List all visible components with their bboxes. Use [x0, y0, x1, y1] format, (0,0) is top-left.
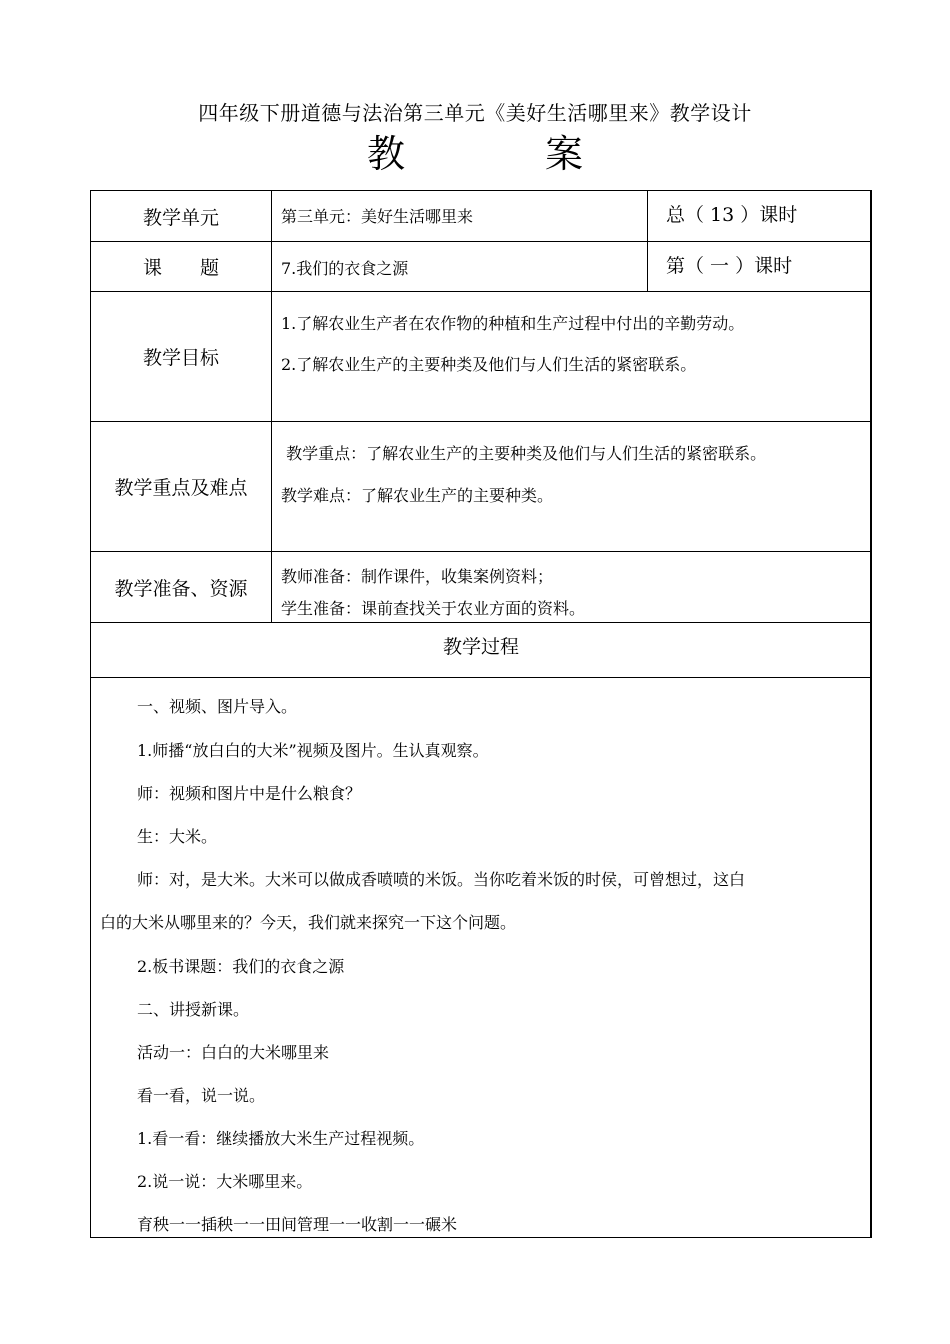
- prep-item: 学生准备：课前查找关于农业方面的资料。: [281, 599, 586, 618]
- hour-index: 第（ 一 ）课时: [666, 255, 793, 277]
- total-hours: 总（ 13 ）课时: [666, 204, 798, 226]
- process-line: 1.师播“放白白的大米”视频及图片。生认真观察。: [137, 741, 489, 760]
- prep-item: 教师准备：制作课件，收集案例资料；: [281, 567, 554, 586]
- process-line: 二、讲授新课。: [137, 1000, 250, 1019]
- unit-value: 第三单元：美好生活哪里来: [281, 207, 474, 226]
- goal-item: 2.了解农业生产的主要种类及他们与人们生活的紧密联系。: [281, 355, 697, 374]
- row-divider: [90, 677, 872, 678]
- process-line: 白的大米从哪里来的？今天，我们就来探究一下这个问题。: [100, 913, 517, 932]
- keypoint-item: 教学难点：了解农业生产的主要种类。: [281, 486, 554, 505]
- document-heading: 教案: [366, 132, 723, 176]
- document-title: 四年级下册道德与法治第三单元《美好生活哪里来》教学设计: [198, 101, 752, 125]
- row-divider: [90, 622, 872, 623]
- topic-value: 7.我们的衣食之源: [281, 259, 409, 278]
- unit-label: 教学单元: [142, 206, 219, 229]
- goal-item: 1.了解农业生产者在农作物的种植和生产过程中付出的辛勤劳动。: [281, 314, 745, 333]
- column-divider: [647, 190, 648, 291]
- process-line: 育秧一一插秧一一田间管理一一收割一一碾米: [137, 1215, 458, 1234]
- process-line: 活动一：白白的大米哪里来: [137, 1043, 330, 1062]
- process-line: 师：对，是大米。大米可以做成香喷喷的米饭。当你吃着米饭的时侯，可曾想过，这白: [137, 870, 746, 889]
- process-line: 2.说一说：大米哪里来。: [137, 1172, 313, 1191]
- process-line: 生：大米。: [137, 827, 218, 846]
- process-line: 1.看一看：继续播放大米生产过程视频。: [137, 1129, 425, 1148]
- keypoints-label: 教学重点及难点: [114, 477, 248, 499]
- goals-label: 教学目标: [142, 347, 219, 369]
- process-line: 师：视频和图片中是什么粮食？: [137, 784, 362, 803]
- column-divider: [271, 190, 272, 622]
- process-line: 一、视频、图片导入。: [137, 697, 298, 716]
- process-line: 看一看，说一说。: [137, 1086, 266, 1105]
- topic-label: 课 题: [142, 257, 219, 279]
- prep-label: 教学准备、资源: [114, 577, 248, 600]
- process-title: 教学过程: [442, 636, 519, 658]
- process-line: 2.板书课题：我们的衣食之源: [137, 957, 345, 976]
- keypoint-item: 教学重点：了解农业生产的主要种类及他们与人们生活的紧密联系。: [281, 444, 767, 463]
